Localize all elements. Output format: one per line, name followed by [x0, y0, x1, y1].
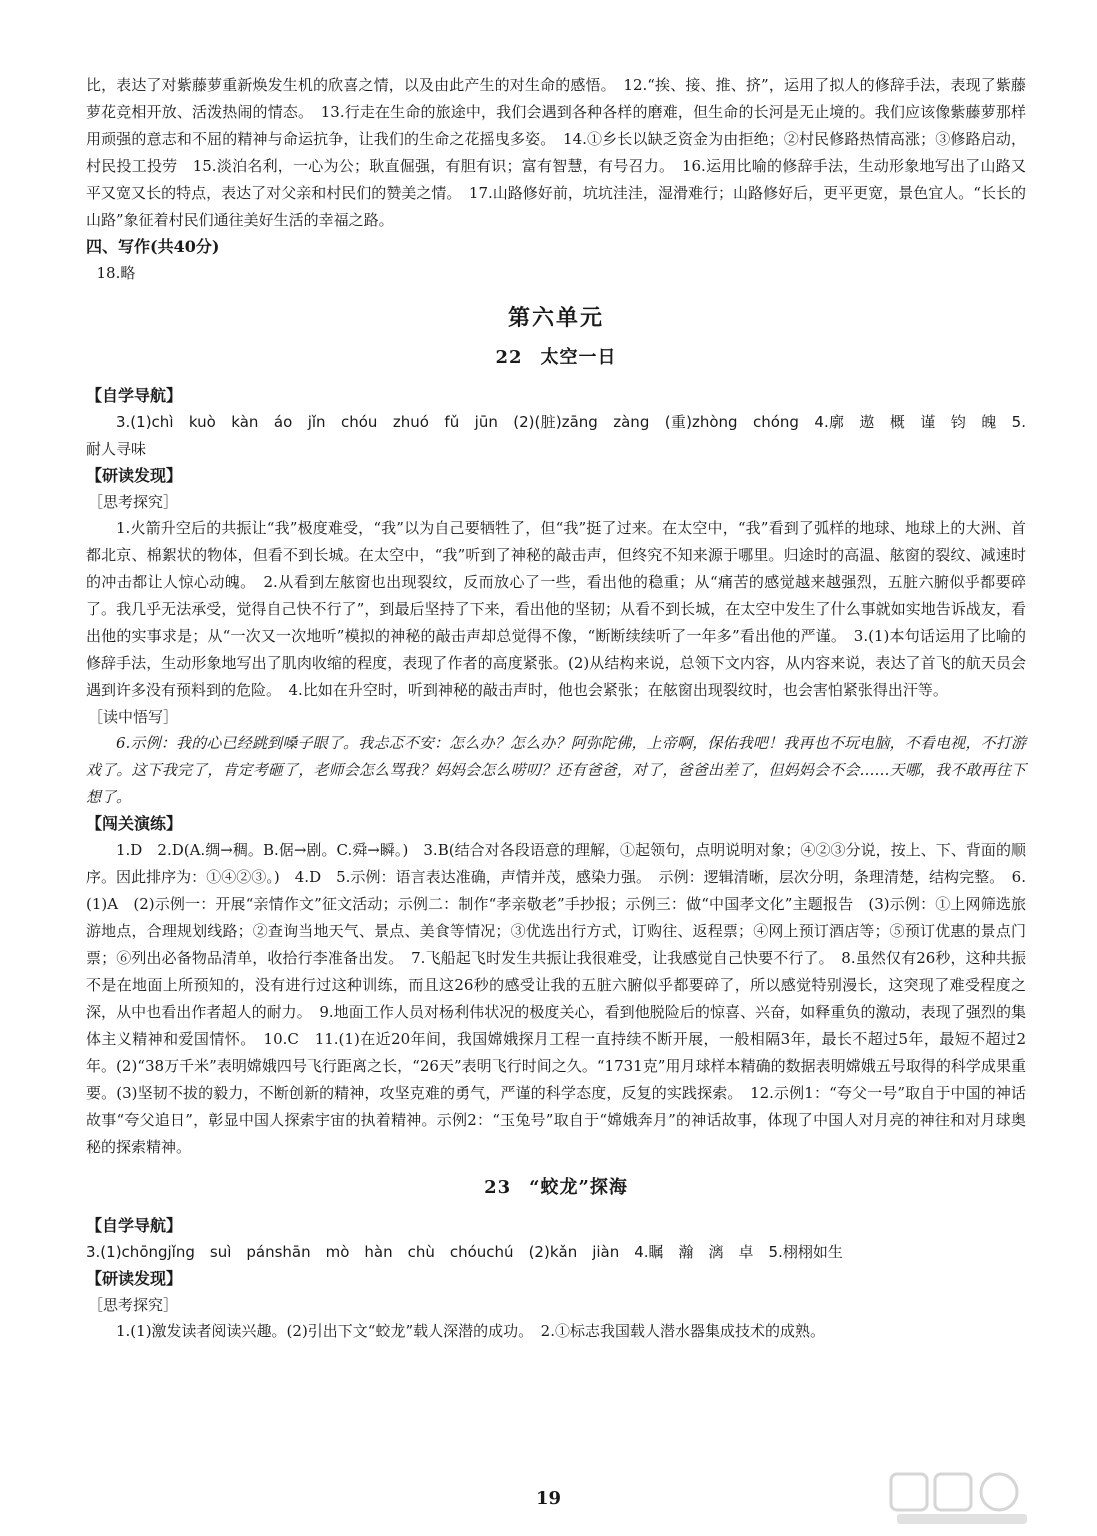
lesson-22-self-study-text: 3.(1)chì kuò kàn áo jǐn chóu zhuó fǔ jūn (2)(脏)zāng zàng (重)zhòng chóng 4.廓 遨 概 谨 钧 魄 5.耐人寻味 — [86, 413, 1026, 458]
lesson-22-practice-text: 1.D 2.D(A.绸→稠。B.倨→剧。C.舜→瞬。) 3.B(结合对各段语意的理解，①起领句，点明说明对象；④②③分说，按上、下、背面的顺序。因此排序为：①④②③。) 4.D 5.示例：语言表达准确，声情并茂，感染力强。 示例：逻辑清晰，层次分明，条理清楚，结构完整。 6.(1)A (2)示例一：开展“亲情作文”征文活动；示例二：制作“孝亲敬老”手抄报；示例三：做“中国孝文化”主题报告 (3)示例：①上网筛选旅游地点，合理规划线路；②查询当地天气、景点、美食等情况；③优选出行方式，订购往、返程票；④网上预订酒店等；⑤预订优惠的景点门票；⑥列出必备物品清单，收拾行李准备出发。 7.飞船起飞时发生共振让我很难受，让我感觉自己快要不行了。 8.虽然仅有26秒，这种共振不是在地面上所预知的，没有进行过这种训练，而且这26秒的感受让我的五脏六腑似乎都要碎了，所以感觉特别漫长，这突现了难受程度之深，从中也看出作者超人的耐力。 9.地面工作人员对杨利伟状况的极度关心，看到他脱险后的惊喜、兴奋，如释重负的激动，表现了强烈的集体主义精神和爱国情怀。 10.C 11.(1)在近20年间，我国嫦娥探月工程一直持续不断开展，一般相隔3年，最长不超过5年，最短不超过2年。(2)“38万千米”表明嫦娥四号飞行距离之长，“26天”表明飞行时间之久。“1731克”用月球样本精确的数据表明嫦娥五号取得的科学成果重要。(3)坚韧不拔的毅力，不断创新的精神，攻坚克难的勇气，严谨的科学态度，反复的实践探索。 12.示例1：“夸父一号”取自于中国的神话故事“夸父追日”，彰显中国人探索宇宙的执着精神。示例2：“玉兔号”取自于“嫦娥奔月”的神话故事，体现了中国人对月亮的神往和对月球奥秘的探索精神。 — [86, 841, 1026, 1156]
lesson-23-name: “蛟龙”探海 — [529, 1177, 628, 1198]
lesson-22-think-text: 1.火箭升空后的共振让“我”极度难受，“我”以为自己要牺牲了，但“我”挺了过来。在太空中，“我”看到了弧样的地球、地球上的大洲、首都北京、棉絮状的物体，但看不到长城。在太空中，“我”听到了神秘的敲击声，但终究不知来源于哪里。归途时的高温、舷窗的裂纹、减速时的冲击都让人惊心动魄。 2.从看到左舷窗也出现裂纹，反而放心了一些，看出他的稳重；从“痛苦的感觉越来越强烈，五脏六腑似乎都要碎了。我几乎无法承受，觉得自己快不行了”，到最后坚持了下来，看出他的坚韧；从看不到长城，在太空中发生了什么事就如实地告诉战友，看出他的实事求是；从“一次又一次地听”模拟的神秘的敲击声却总觉得不像，“断断续续听了一年多”看出他的严谨。 3.(1)本句话运用了比喻的修辞手法，生动形象地写出了肌肉收缩的程度，表现了作者的高度紧张。(2)从结构来说，总领下文内容，从内容来说，表达了首飞的航天员会遇到许多没有预料到的危险。 4.比如在升空时，听到神秘的敲击声时，他也会紧张；在舷窗出现裂纹时，也会害怕紧张得出汗等。 — [86, 519, 1026, 699]
writing-answer: 18.略 — [96, 264, 136, 282]
watermark-logo-icon — [887, 1468, 1037, 1528]
lesson-23-number: 23 — [484, 1177, 512, 1198]
unit-title: 第六单元 — [507, 305, 604, 331]
lesson-22-name: 太空一日 — [540, 347, 617, 368]
lesson-23-think-text: 1.(1)激发读者阅读兴趣。(2)引出下文“蛟龙”载人深潜的成功。 2.①标志我国载人潜水器集成技术的成熟。 — [116, 1322, 825, 1340]
answer-page — [86, 72, 1026, 1345]
lesson-22-title — [86, 345, 1026, 371]
lesson-22-read-write-heading: ［读中悟写］ — [88, 708, 179, 726]
lesson-22-research-heading: 【研读发现】 — [86, 466, 183, 485]
lesson-23-research-heading: 【研读发现】 — [86, 1269, 183, 1288]
intro-paragraph: 比，表达了对紫藤萝重新焕发生机的欣喜之情，以及由此产生的对生命的感悟。 12.“挨、接、推、挤”，运用了拟人的修辞手法，表现了紫藤萝花竞相开放、活泼热闹的情态。 13.行走在生命的旅途中，我们会遇到各种各样的磨难，但生命的长河是无止境的。我们应该像紫藤萝那样用顽强的意志和不屈的精神与命运抗争，让我们的生命之花摇曳多姿。 14.①乡长以缺乏资金为由拒绝；②村民修路热情高涨；③修路启动，村民投工投劳 15.淡泊名利，一心为公；耿直倔强，有胆有识；富有智慧，有号召力。 16.运用比喻的修辞手法，生动形象地写出了山路又平又宽又长的特点，表达了对父亲和村民们的赞美之情。 17.山路修好前，坑坑洼洼，湿滑难行；山路修好后，更平更宽，景色宜人。“长长的山路”象征着村民们通往美好生活的幸福之路。 — [86, 76, 1026, 229]
writing-heading: 四、写作(共40分) — [86, 237, 220, 256]
lesson-22-practice-heading: 【闯关演练】 — [86, 814, 183, 833]
lesson-22-think-heading: ［思考探究］ — [88, 493, 179, 511]
lesson-23-think-heading: ［思考探究］ — [88, 1296, 179, 1314]
page-number: 19 — [535, 1488, 562, 1509]
lesson-22-number: 22 — [495, 347, 523, 368]
lesson-22-read-write-text: 6.示例：我的心已经跳到嗓子眼了。我忐忑不安：怎么办？怎么办？阿弥陀佛，上帝啊，保佑我吧！我再也不玩电脑，不看电视，不打游戏了。这下我完了，肯定考砸了，老师会怎么骂我？妈妈会怎么唠叨？还有爸爸，对了，爸爸出差了，但妈妈会不会……天哪，我不敢再往下想了。 — [86, 734, 1026, 806]
lesson-22-self-study-heading: 【自学导航】 — [86, 386, 183, 405]
lesson-23-self-study-text: 3.(1)chōngjǐng suì pánshān mò hàn chù chóuchú (2)kǎn jiàn 4.瞩 瀚 漓 卓 5.栩栩如生 — [86, 1243, 843, 1261]
lesson-23-title — [86, 1175, 1026, 1201]
lesson-23-self-study-heading: 【自学导航】 — [86, 1216, 183, 1235]
